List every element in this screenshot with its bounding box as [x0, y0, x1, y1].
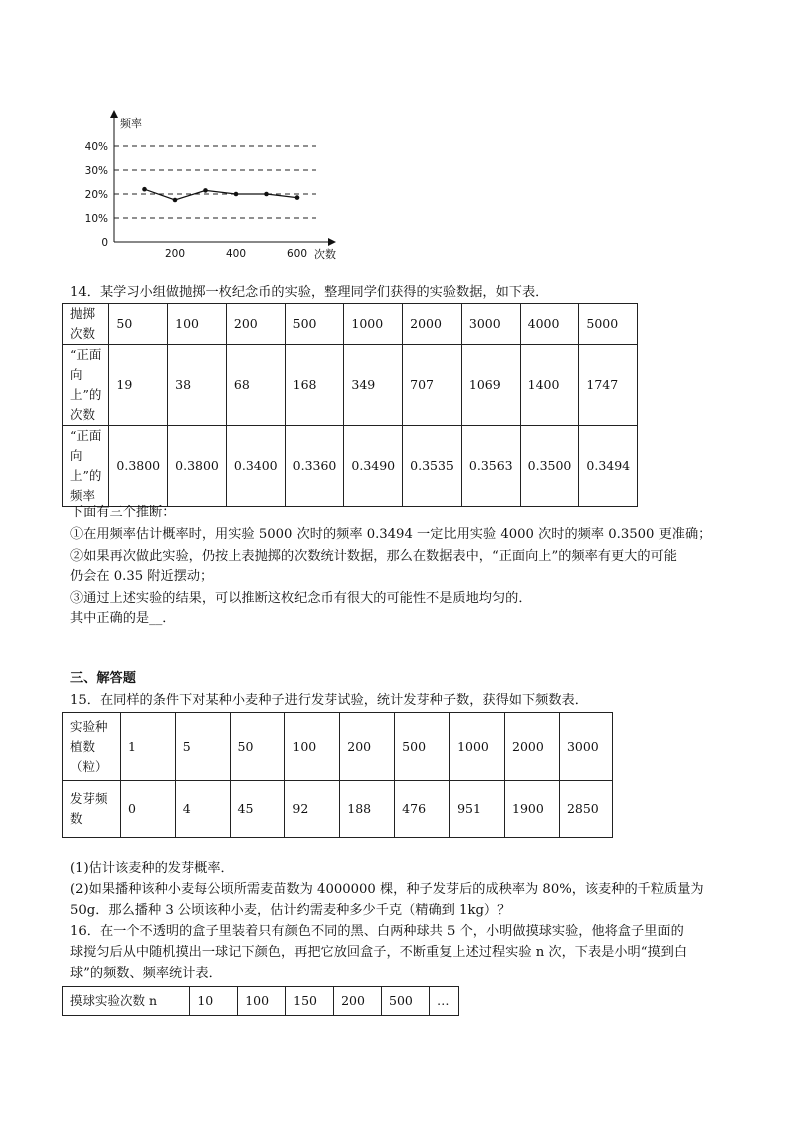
table-cell: 150: [286, 987, 334, 1016]
q15-table: [62, 712, 613, 838]
table-cell: 2000: [505, 713, 560, 781]
table-cell: 476: [395, 781, 450, 838]
table-cell: 168: [285, 345, 344, 426]
q15-part-2: (2)如果播种该种小麦每公顷所需麦苗数为 4000000 棵，种子发芽后的成秧率为 80%，该麦种的千粒质量为: [70, 882, 704, 897]
table-cell: 92: [285, 781, 340, 838]
data-point: [234, 192, 239, 197]
y-axis-label: 频率: [120, 117, 142, 130]
table-cell: 10: [190, 987, 238, 1016]
row-header-cell: 摸球实验次数 n: [63, 987, 190, 1016]
data-point: [173, 198, 178, 203]
table-cell: 68: [226, 345, 285, 426]
section-title: 三、解答题: [70, 671, 136, 686]
q15-part-1: (1)估计该麦种的发芽概率．: [70, 861, 234, 876]
table-cell: 0.3494: [579, 426, 638, 507]
y-tick-label: 30%: [84, 165, 108, 177]
table-cell: 1000: [344, 304, 403, 345]
q14-question: 其中正确的是__．: [70, 611, 176, 626]
table-cell: 4000: [520, 304, 579, 345]
x-tick-label: 400: [225, 248, 247, 260]
q14-lead: 下面有三个推断：: [70, 505, 176, 520]
table-cell: 707: [403, 345, 462, 426]
table-cell: 1900: [505, 781, 560, 838]
q15-intro: 15．在同样的条件下对某种小麦种子进行发芽试验，统计发芽种子数，获得如下频数表．: [70, 693, 588, 708]
table-row: [63, 713, 613, 781]
series-line: [145, 189, 298, 200]
q15-part-2-cont: 50g．那么播种 3 公顷该种小麦，估计约需麦种多少千克（精确到 1kg）？: [70, 903, 511, 918]
row-header-cell: “正面向上”的频率: [63, 426, 109, 507]
table-cell: 0.3535: [403, 426, 462, 507]
table-cell: 1400: [520, 345, 579, 426]
table-cell: 1000: [450, 713, 505, 781]
table-cell: 0.3360: [285, 426, 344, 507]
x-tick-label: 600: [286, 248, 308, 260]
table-cell: 38: [168, 345, 227, 426]
table-row: [63, 304, 638, 345]
table-cell: 200: [334, 987, 382, 1016]
table-cell: 4: [175, 781, 230, 838]
q14-inference-2: ②如果再次做此实验，仍按上表抛掷的次数统计数据，那么在数据表中，“正面向上”的频率有更大的可能: [70, 549, 677, 564]
table-cell: 3000: [461, 304, 520, 345]
row-header-cell: 抛掷次数: [63, 304, 109, 345]
table-cell: 951: [450, 781, 505, 838]
y-tick-label: 40%: [84, 141, 108, 153]
q16-line-3: 球”的频数、频率统计表．: [70, 966, 222, 981]
table-cell: 50: [109, 304, 168, 345]
data-point: [295, 195, 300, 200]
table-cell: 100: [238, 987, 286, 1016]
q14-intro: 14．某学习小组做抛掷一枚纪念币的实验，整理同学们获得的实验数据，如下表．: [70, 285, 549, 300]
table-cell: 2000: [403, 304, 462, 345]
table-cell: 5000: [579, 304, 638, 345]
table-cell: 0.3563: [461, 426, 520, 507]
table-cell: 1747: [579, 345, 638, 426]
table-cell: 500: [382, 987, 430, 1016]
table-cell: 200: [340, 713, 395, 781]
table-row: [63, 987, 459, 1016]
table-cell: 500: [395, 713, 450, 781]
y-tick-label: 10%: [84, 213, 108, 225]
table-cell: 1069: [461, 345, 520, 426]
row-header-cell: 实验种植数（粒）: [63, 713, 121, 781]
table-cell: 0.3500: [520, 426, 579, 507]
table-cell: 1: [120, 713, 175, 781]
table-row: [63, 426, 638, 507]
row-header-cell: “正面向上”的次数: [63, 345, 109, 426]
table-cell: 2850: [559, 781, 612, 838]
q14-inference-1: ①在用频率估计概率时，用实验 5000 次时的频率 0.3494 一定比用实验 4000 次时的频率 0.3500 更准确；: [70, 527, 712, 542]
q16-table: [62, 986, 459, 1016]
table-cell: 50: [230, 713, 285, 781]
table-cell: …: [429, 987, 458, 1016]
frequency-line-chart: [70, 108, 350, 268]
table-row: [63, 345, 638, 426]
table-cell: 0.3800: [109, 426, 168, 507]
q16-line-1: 16．在一个不透明的盒子里装着只有颜色不同的黑、白两种球共 5 个，小明做摸球实验，他将盒子里面的: [70, 924, 684, 939]
q14-table: [62, 303, 638, 507]
table-cell: 100: [285, 713, 340, 781]
table-row: [63, 781, 613, 838]
table-cell: 5: [175, 713, 230, 781]
table-cell: 3000: [559, 713, 612, 781]
data-point: [142, 187, 147, 192]
data-point: [264, 192, 269, 197]
q16-line-2: 球搅匀后从中随机摸出一球记下颜色，再把它放回盒子，不断重复上述过程实验 n 次，下表是小明“摸到白: [70, 945, 688, 960]
y-tick-label: 20%: [84, 189, 108, 201]
q14-inference-3: ③通过上述实验的结果，可以推断这枚纪念币有很大的可能性不是质地均匀的．: [70, 591, 532, 606]
table-cell: 0: [120, 781, 175, 838]
table-cell: 200: [226, 304, 285, 345]
table-cell: 349: [344, 345, 403, 426]
row-header-cell: 发芽频数: [63, 781, 121, 838]
table-cell: 19: [109, 345, 168, 426]
table-cell: 0.3400: [226, 426, 285, 507]
q14-inference-2-cont: 仍会在 0.35 附近摆动；: [70, 569, 214, 584]
data-point: [203, 188, 208, 193]
table-cell: 100: [168, 304, 227, 345]
table-cell: 45: [230, 781, 285, 838]
x-tick-label: 200: [164, 248, 186, 260]
table-cell: 500: [285, 304, 344, 345]
x-axis-label: 次数: [314, 248, 336, 261]
table-cell: 0.3490: [344, 426, 403, 507]
table-cell: 0.3800: [168, 426, 227, 507]
y-tick-label: 0: [101, 237, 108, 249]
table-cell: 188: [340, 781, 395, 838]
